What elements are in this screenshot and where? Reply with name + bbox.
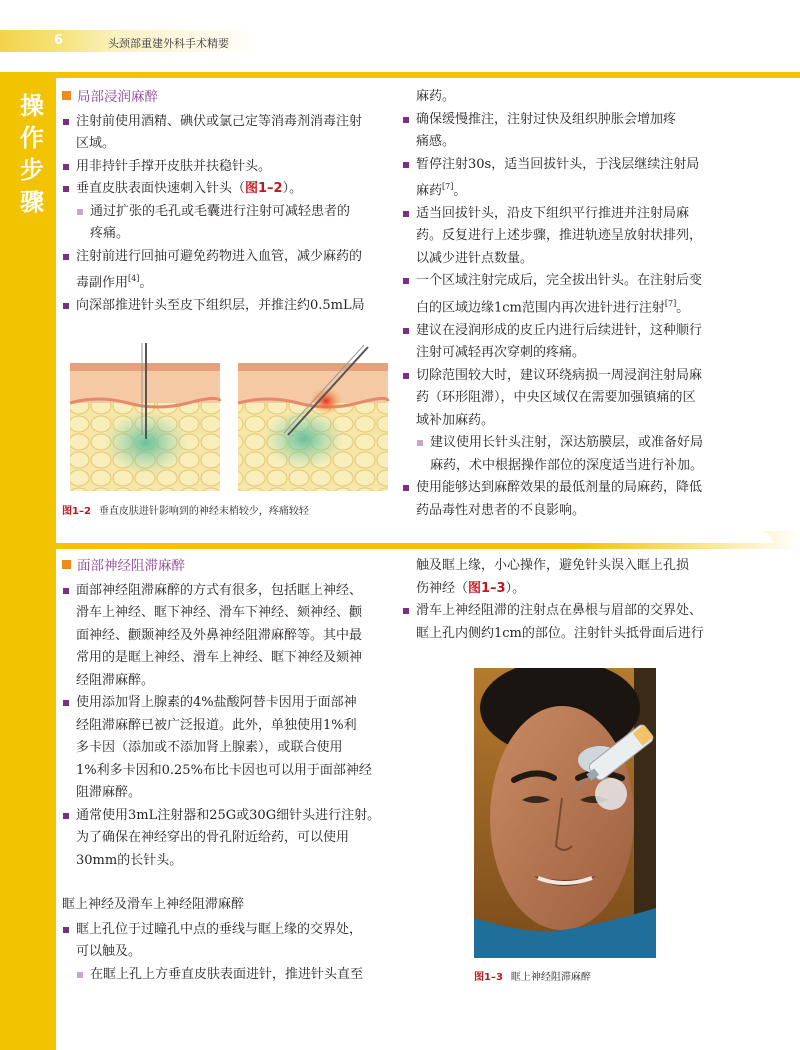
- section1-right-column: [402, 86, 732, 522]
- section1-heading: [62, 86, 392, 109]
- bullet-line: 眶上孔内侧约1cm的部位。注射针头抵骨面后进行: [416, 625, 704, 641]
- section2-heading-text: 面部神经阻滞麻醉: [77, 558, 185, 574]
- skin-block-right: [238, 345, 388, 491]
- bullet-item: [62, 178, 392, 201]
- bullet-item: [402, 432, 732, 477]
- bullet-line: 经阻滞麻醉。: [76, 672, 155, 688]
- bullet-text: 垂直皮肤表面快速刺入针头（: [76, 181, 246, 196]
- bullet-line: 以减少进针点数量。: [416, 250, 534, 266]
- bullet-line: 多卡因（添加或不添加肾上腺素），或联合使用: [76, 740, 343, 755]
- bullet-item: [62, 295, 392, 318]
- bullet-text: ）。: [282, 181, 303, 196]
- bullet-item: [62, 201, 392, 246]
- section1-left-column: [62, 86, 392, 317]
- bullet-line: 切除范围较大时，建议环绕病损一周浸润注射局麻: [416, 367, 703, 383]
- top-rule: [56, 72, 800, 78]
- bullet-line: 一个区域注射完成后，完全拔出针头。在注射后变: [416, 273, 703, 289]
- bullet-line: 滑车上神经阻滞的注射点在鼻根与眉部的交界处、: [416, 603, 703, 618]
- bullet-line: 区域。: [76, 136, 116, 151]
- bullet-line: 向深部推进针头至皮下组织层，并推注约0.5mL局: [76, 297, 365, 313]
- bullet-line: 建议在浸润形成的皮丘内进行后续进针，这种顺行: [416, 322, 703, 338]
- bullet-item: [62, 692, 392, 805]
- bullet-line: 常用的是眶上神经、滑车上神经、眶下神经及颏神: [76, 650, 363, 665]
- bullet-line: 在眶上孔上方垂直皮肤表面进针，推进针头直至: [90, 966, 364, 982]
- bullet-line: 确保缓慢推注，注射过快及组织肿胀会增加疼: [416, 111, 677, 127]
- bullet-line: 面神经、颧颞神经及外鼻神经阻滞麻醉等。其中最: [76, 627, 363, 643]
- figure-1-2-text: 垂直皮肤进针影响到的神经末梢较少，疼痛较轻: [98, 506, 309, 517]
- bullet-line: 阻滞麻醉。: [76, 785, 142, 800]
- bullet-line: 使用添加肾上腺素的4%盐酸阿替卡因用于面部神: [76, 695, 357, 710]
- section1-heading-text: 局部浸润麻醉: [77, 89, 158, 105]
- bullet-line: 建议使用长针头注射，深达筋膜层，或准备好局: [430, 435, 704, 451]
- figure-1-3-caption: [474, 968, 591, 983]
- figure-1-2-skin-illustration: [68, 343, 390, 493]
- bullet-item: 注射前进行回抽可避免药物进入血管，减少麻药的 毒副作用[4]。: [62, 246, 392, 295]
- side-label: 操作步骤: [20, 91, 44, 216]
- bullet-item: [402, 109, 732, 154]
- bullet-line: 疼痛。: [90, 226, 130, 241]
- section1-left-list: [62, 111, 392, 318]
- bullet-line: 注射前进行回抽可避免药物进入血管，减少麻药的: [76, 248, 363, 264]
- bullet-line: 麻药，术中根据操作部位的深度适当进行补加。: [430, 457, 704, 473]
- bullet-line: 使用能够达到麻醉效果的最低剂量的局麻药，降低: [416, 480, 703, 496]
- bullet-line: 药品毒性对患者的不良影响。: [416, 502, 586, 518]
- bullet-line: 30mm的长针头。: [76, 852, 183, 868]
- section2-heading: [62, 555, 392, 578]
- cont-line-2-end: ）。: [505, 580, 526, 596]
- bullet-line: 面部神经阻滞麻醉的方式有很多，包括眶上神经、: [76, 582, 363, 598]
- bullet-line: 注射可减轻再次穿刺的疼痛。: [416, 345, 586, 361]
- bullet-line: 暂停注射30s，适当回拔针头，于浅层继续注射局: [416, 156, 700, 172]
- bullet-item: [402, 600, 732, 645]
- skin-block-left: [70, 343, 220, 491]
- bullet-item: [62, 919, 392, 964]
- bullet-item: [402, 477, 732, 522]
- citation: [4]: [128, 274, 140, 283]
- figure-1-2-caption: [62, 502, 309, 517]
- section1-right-continuation: 麻药。: [416, 89, 456, 104]
- bullet-line: 为了确保在神经穿出的骨孔附近给药，可以使用: [76, 830, 350, 845]
- bullet-line: 药。反复进行上述步骤，推进轨迹呈放射状排列，: [416, 228, 703, 244]
- bullet-line: 适当回拔针头，沿皮下组织平行推进并注射局麻: [416, 205, 690, 221]
- bullet-line: 用非持针手撑开皮肤并扶稳针头。: [76, 158, 272, 174]
- bullet-line: 麻药: [416, 183, 443, 199]
- bullet-line: 毒副作用: [76, 275, 129, 291]
- bullet-item: 暂停注射30s，适当回拔针头，于浅层继续注射局 麻药[7]。: [402, 154, 732, 203]
- heading-marker-icon: [62, 91, 71, 100]
- figure-1-3-text: 眶上神经阻滞麻醉: [510, 972, 591, 983]
- heading-marker-icon: [62, 560, 71, 569]
- bullet-line: 可以触及。: [76, 944, 142, 959]
- bullet-item: [62, 964, 392, 987]
- bullet-line: 通过扩张的毛孔或毛囊进行注射可减轻患者的: [90, 203, 351, 219]
- bullet-line: 域补加麻药。: [416, 412, 495, 428]
- bullet-item: 一个区域注射完成后，完全拔出针头。在注射后变 白的区域边缘1cm范围内再次进针进行注射[7]。: [402, 270, 732, 319]
- bullet-item: [62, 805, 392, 873]
- bullet-item: [402, 320, 732, 365]
- figure-1-3-ref: 图1–3: [468, 580, 506, 596]
- page-number: 6: [54, 33, 64, 48]
- bullet-line: 1%利多卡因和0.25%布比卡因也可以用于面部神经: [76, 762, 372, 778]
- bullet-line: 通常使用3mL注射器和25G或30G细针头进行注射。: [76, 807, 381, 823]
- bullet-item: [402, 203, 732, 271]
- bullet-line: 白的区域边缘1cm范围内再次进针进行注射: [416, 300, 665, 316]
- section-divider-mask: [56, 531, 772, 543]
- citation: [7]: [664, 298, 677, 308]
- section2-left-list: [62, 580, 392, 873]
- bullet-line: 注射前使用酒精、碘伏或氯己定等消毒剂消毒注射: [76, 113, 363, 129]
- section2-right-column: [402, 555, 732, 645]
- bullet-item: [62, 111, 392, 156]
- citation: [7]: [442, 182, 454, 191]
- figure-1-3-photo: [474, 668, 656, 958]
- book-title: 头颈部重建外科手术精要: [108, 37, 229, 50]
- bullet-line: 痛感。: [416, 134, 456, 149]
- bullet-line: 药（环形阻滞），中央区域仅在需要加强镇痛的区: [416, 390, 696, 406]
- bullet-line: 经阻滞麻醉已被广泛报道。此外，单独使用1%利: [76, 717, 357, 733]
- bullet-item: [62, 580, 392, 693]
- section1-right-list: [402, 109, 732, 523]
- figure-1-2-label: 图1–2: [62, 506, 91, 517]
- figure-1-3-label: 图1–3: [474, 972, 503, 983]
- section2-right-continuation: [402, 555, 732, 600]
- section2-subheading: 眶上神经及滑车上神经阻滞麻醉: [62, 897, 245, 912]
- bullet-line: 滑车上神经、眶下神经、滑车下神经、颏神经、颧: [76, 605, 363, 620]
- cont-line-1: 触及眶上缘，小心操作，避免针头误入眶上孔损: [416, 558, 690, 573]
- section2-left-column: [62, 555, 392, 986]
- bullet-item: [402, 365, 732, 433]
- bullet-item: [62, 156, 392, 179]
- side-strip: [0, 72, 56, 1050]
- cont-line-2: 伤神经（: [416, 580, 469, 596]
- section2-right-list: [402, 600, 732, 645]
- section2-left2-list: [62, 919, 392, 987]
- figure-reference: 图1–2: [245, 181, 283, 196]
- bullet-line: 眶上孔位于过瞳孔中点的垂线与眶上缘的交界处，: [76, 921, 363, 937]
